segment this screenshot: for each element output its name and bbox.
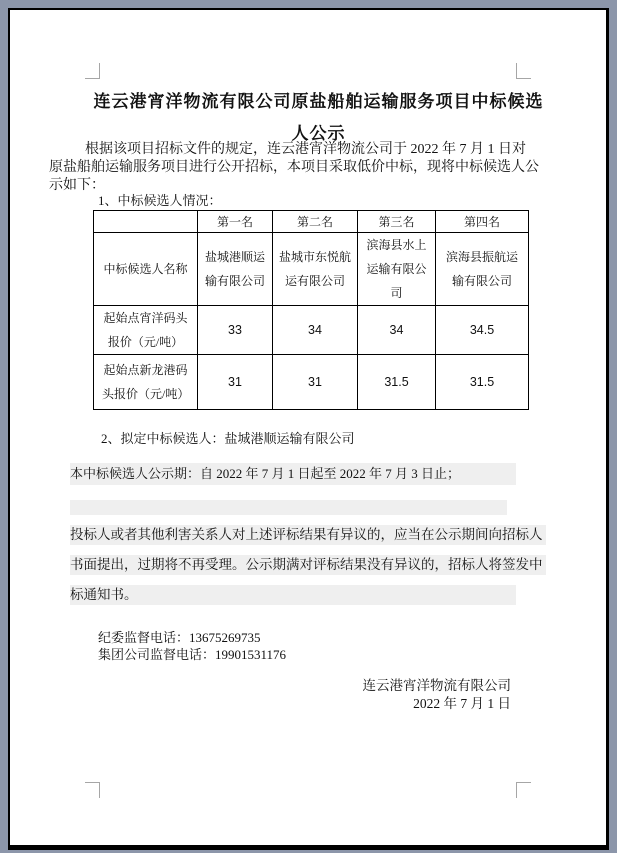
price-cell: 34 — [273, 306, 358, 355]
price-cell: 34.5 — [436, 306, 529, 355]
blank-highlighted-line — [70, 500, 507, 515]
intro-line: 示如下： — [49, 178, 105, 193]
objection-paragraph — [70, 525, 546, 615]
notice-period-line: 本中标候选人公示期：自 2022 年 7 月 1 日起至 2022 年 7 月 3 日止； — [70, 463, 516, 485]
price-cell: 34 — [358, 306, 436, 355]
row-label: 中标候选人名称 — [94, 233, 198, 306]
table-header-rank-2: 第二名 — [273, 211, 358, 233]
table-header-row — [94, 211, 529, 233]
discipline-phone-line: 纪委监督电话：13675269735 — [98, 630, 261, 645]
margin-mark-bottom-right-icon — [516, 782, 531, 798]
objection-line: 书面提出，过期将不再受理。公示期满对评标结果没有异议的，招标人将签发中 — [70, 555, 546, 575]
signature-company: 连云港宵洋物流有限公司 — [362, 678, 511, 693]
candidate-name-cell: 盐城市东悦航运有限公司 — [273, 233, 358, 306]
table-header-rank-4: 第四名 — [436, 211, 529, 233]
candidate-name-cell: 滨海县振航运输有限公司 — [436, 233, 529, 306]
bid-candidates-table — [93, 210, 529, 410]
group-phone-line: 集团公司监督电话：19901531176 — [98, 647, 287, 662]
price-row-xinlonggang — [94, 355, 529, 410]
document-title-line-1: 连云港宵洋物流有限公司原盐船舶运输服务项目中标候选 — [93, 92, 544, 111]
signature-block — [363, 677, 512, 713]
price-cell: 33 — [198, 306, 273, 355]
price-cell: 31 — [273, 355, 358, 410]
price-cell: 31.5 — [358, 355, 436, 410]
objection-line: 标通知书。 — [70, 585, 516, 605]
intro-paragraph — [49, 141, 565, 195]
signature-date: 2022 年 7 月 1 日 — [413, 696, 511, 711]
candidate-name-cell: 滨海县水上运输有限公司 — [358, 233, 436, 306]
price-cell: 31 — [198, 355, 273, 410]
section-1-heading: 1、中标候选人情况： — [98, 193, 222, 208]
section-2-heading: 2、拟定中标候选人：盐城港顺运输有限公司 — [101, 431, 355, 446]
candidate-name-cell: 盐城港顺运输有限公司 — [198, 233, 273, 306]
price-cell: 31.5 — [436, 355, 529, 410]
intro-line: 原盐船舶运输服务项目进行公开招标，本项目采取低价中标，现将中标候选人公 — [49, 160, 539, 175]
objection-line: 投标人或者其他利害关系人对上述评标结果有异议的，应当在公示期间向招标人 — [70, 525, 546, 545]
candidate-name-row — [94, 233, 529, 306]
table-header-rank-1: 第一名 — [198, 211, 273, 233]
supervision-phones — [98, 629, 286, 663]
margin-mark-bottom-left-icon — [85, 782, 100, 798]
price-row-xiaoyang — [94, 306, 529, 355]
row-label: 起始点新龙港码头报价（元/吨） — [94, 355, 198, 410]
table-header-empty — [94, 211, 198, 233]
document-title-line-2: 人公示 — [291, 124, 346, 143]
margin-mark-top-left-icon — [85, 63, 100, 79]
document-page — [8, 8, 609, 850]
margin-mark-top-right-icon — [516, 63, 531, 79]
row-label: 起始点宵洋码头报价（元/吨） — [94, 306, 198, 355]
intro-line: 根据该项目招标文件的规定，连云港宵洋物流公司于 2022 年 7 月 1 日对 — [85, 142, 526, 157]
table-header-rank-3: 第三名 — [358, 211, 436, 233]
